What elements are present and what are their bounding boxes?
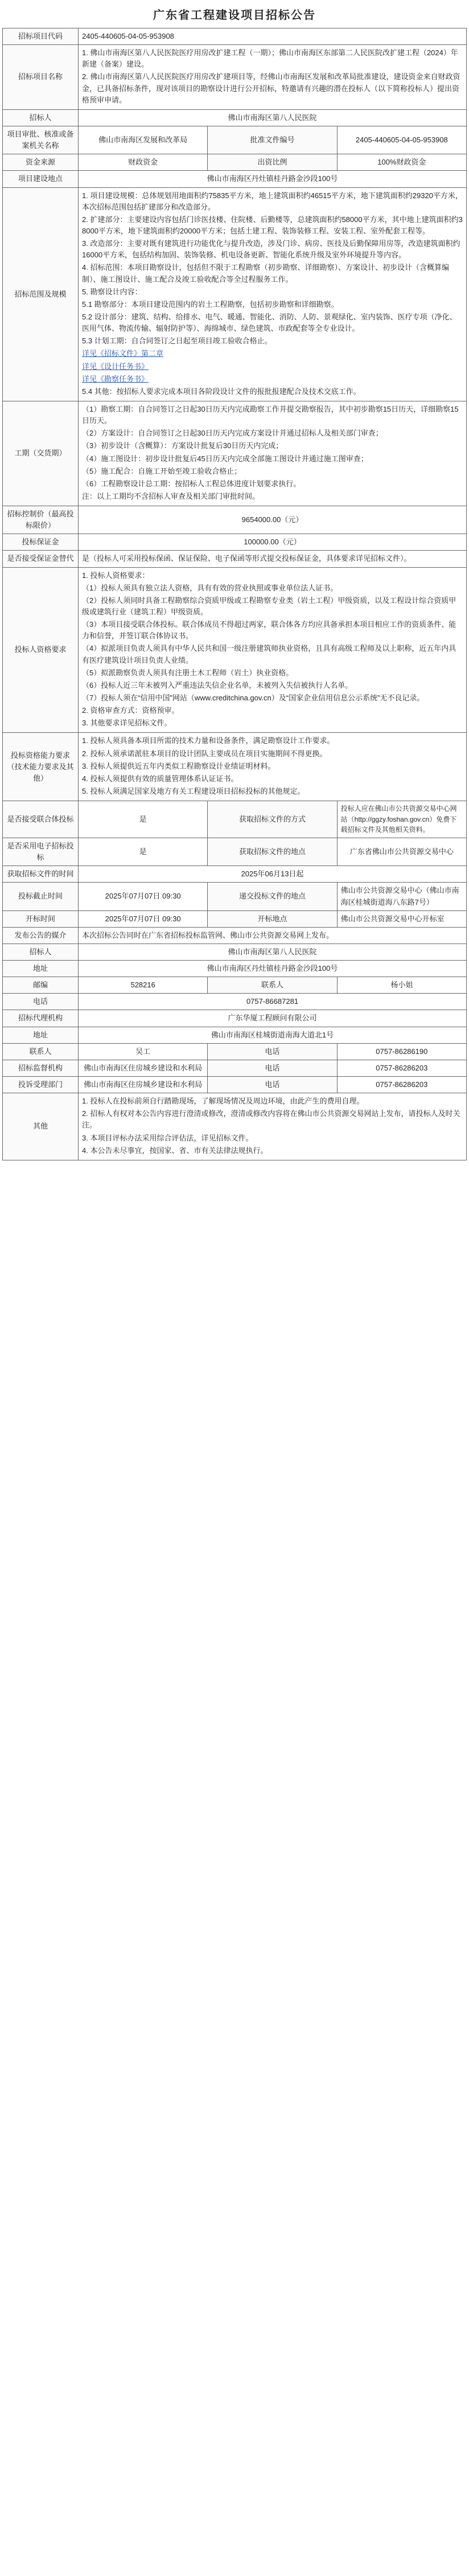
qual-p6: （5）拟派勘察负责人须具有注册土木工程师（岩土）执业资格。 xyxy=(82,668,294,677)
other-p5: 5. 投标人须满足国家及地方有关工程建设项目招标投标的其他规定。 xyxy=(82,787,305,796)
project-name-value xyxy=(79,45,467,110)
info-table xyxy=(2,28,467,1160)
schedule-p7: 注：以上工期均不含招标人审查及相关部门审批时间。 xyxy=(82,491,260,501)
media-value: 本次招标公告同时在广东省招标投标监管网、佛山市公共资源交易网上发布。 xyxy=(79,927,467,944)
other-p4: 4. 投标人须提供有效的质量管理体系认证证书。 xyxy=(82,774,238,783)
scope-label: 招标范围及规模 xyxy=(3,187,79,401)
submit-place-value: 佛山市公共资源交易中心（佛山市南海区桂城街道海八东路7号） xyxy=(337,883,466,910)
open-place-label: 开标地点 xyxy=(208,910,337,927)
complain-tel-value: 0757-86286203 xyxy=(337,1077,466,1093)
complain-name: 佛山市南海区住房城乡建设和水利局 xyxy=(79,1077,208,1093)
agent-tel-label: 电话 xyxy=(208,1043,337,1060)
approval-value: 佛山市南海区发展和改革局 xyxy=(79,126,208,154)
agent-addr-value: 佛山市南海区桂城街道南海大道北1号 xyxy=(79,1027,467,1043)
joint-value: 是 xyxy=(79,801,208,838)
contact-zip-label: 邮编 xyxy=(3,977,79,994)
ebid-value: 是 xyxy=(79,838,208,865)
project-name-text: 1. 佛山市南海区第八人民医院医疗用房改扩建工程（一期）；佛山市南海区东部第二人民医院改扩建工程（2024）年新建（备案）建设。 xyxy=(82,48,458,69)
qualification-label: 投标人资格要求 xyxy=(3,567,79,733)
contact-tel-label: 电话 xyxy=(3,994,79,1010)
other-req-value xyxy=(79,733,467,801)
funding-label: 资金来源 xyxy=(3,154,79,171)
qual-p5: （4）拟派项目负责人须具有中华人民共和国一级注册建筑师执业资格，且具有高级工程师及以上职称，近五年内具有医疗建筑设计项目负责人业绩。 xyxy=(82,644,456,664)
deposit-label: 投标保证金 xyxy=(3,534,79,551)
funding-value: 财政资金 xyxy=(79,154,208,171)
announcement xyxy=(2,0,467,1160)
scope-value xyxy=(79,187,467,401)
open-time-label: 开标时间 xyxy=(3,910,79,927)
qual-p3: （2）投标人须同时具备工程勘察综合资质甲级或工程勘察专业类（岩土工程）甲级资质，以及工程设计综合资质甲级或建筑行业（建筑工程）甲级资质。 xyxy=(82,596,456,617)
supervise-label: 招标监督机构 xyxy=(3,1060,79,1076)
other-notes-p3: 3. 本项目评标办法采用综合评估法，详见招标文件。 xyxy=(82,1133,253,1142)
project-code-label: 招标项目代码 xyxy=(3,28,79,45)
max-price-value: 9654000.00（元） xyxy=(79,506,467,534)
scope-p2: 2. 扩建部分：主要建设内容包括门诊医技楼、住院楼、后勤楼等，总建筑面积约58000平方米，其中地上建筑面积约38000平方米，地下建筑面积约20000平方米；包括土建工程、装饰装修工程、安装工程、室外配套工程等。 xyxy=(82,215,463,235)
project-code-value: 2405-440605-04-05-953908 xyxy=(79,28,467,45)
funding-ratio-label: 出资比例 xyxy=(208,154,337,171)
submit-time-label: 投标截止时间 xyxy=(3,883,79,910)
other-notes-value xyxy=(79,1093,467,1160)
qual-p1: 1. 投标人资格要求： xyxy=(82,571,150,580)
location-label: 项目建设地点 xyxy=(3,171,79,187)
deposit-method-value: 是（投标人可采用投标保函、保证保险、电子保函等形式提交投标保证金，具体要求详见招标文件）。 xyxy=(79,551,467,567)
getdoc-method-value: 投标人应在佛山市公共资源交易中心网站（http://ggzy.foshan.gov.cn）免费下载招标文件及其他相关资料。 xyxy=(337,801,466,838)
other-notes-label: 其他 xyxy=(3,1093,79,1160)
scope-p1: 1. 项目建设规模：总体规划用地面积约75835平方米，地上建筑面积约46515平方米，地下建筑面积约29320平方米，本次招标范围包括扩建部分和改造部分。 xyxy=(82,191,463,211)
contact-tel-value: 0757-86687281 xyxy=(79,994,467,1010)
complain-label: 投诉受理部门 xyxy=(3,1077,79,1093)
scope-link-2[interactable]: 详见《设计任务书》 xyxy=(82,362,149,371)
schedule-p2: （2）方案设计：自合同签订之日起30日历天内完成方案设计并通过招标人及相关部门审查； xyxy=(82,429,383,438)
other-p3: 3. 投标人须提供近五年内类似工程勘察设计业绩证明材料。 xyxy=(82,761,275,770)
approval-label: 项目审批、核准或备案机关名称 xyxy=(3,126,79,154)
approval-doc-label: 批准文件编号 xyxy=(208,126,337,154)
open-place-value: 佛山市公共资源交易中心开标室 xyxy=(337,910,466,927)
submit-time-value: 2025年07月07日 09:30 xyxy=(79,883,208,910)
joint-label: 是否接受联合体投标 xyxy=(3,801,79,838)
getdoc-place-label: 获取招标文件的地点 xyxy=(208,838,337,865)
other-notes-p2: 2. 招标人有权对本公告内容进行澄清或修改，澄清或修改内容将在佛山市公共资源交易网站上发布，请投标人及时关注。 xyxy=(82,1109,460,1130)
contact-zip-value: 528216 xyxy=(79,977,208,994)
contact-addr-value: 佛山市南海区丹灶镇桂丹路金沙段100号 xyxy=(79,961,467,977)
agent-addr-label: 地址 xyxy=(3,1027,79,1043)
other-notes-p4: 4. 本公告未尽事宜，按国家、省、市有关法律法规执行。 xyxy=(82,1146,268,1155)
contact-tender-label: 招标人 xyxy=(3,944,79,960)
deposit-method-label: 是否接受保证金替代 xyxy=(3,551,79,567)
schedule-p1: （1）勘察工期：自合同签订之日起30日历天内完成勘察工作并提交勘察报告，其中初步勘察15日历天，详细勘察15日历天。 xyxy=(82,404,459,425)
getdoc-time-label: 获取招标文件的时间 xyxy=(3,866,79,883)
qual-p4: （3）本项目接受联合体投标。联合体成员不得超过两家，联合体各方均应具备承担本项目相应工作的资质条件、能力和信誉，并签订联合体协议书。 xyxy=(82,620,456,641)
supervise-tel-label: 电话 xyxy=(208,1060,337,1076)
scope-p7: 5.2 设计部分：建筑、结构、给排水、电气、暖通、智能化、消防、人防、景观绿化、室内装饰、医疗专项（净化、医用气体、物流传输、辐射防护等）、海绵城市、绿色建筑、市政配套等全专业设计。 xyxy=(82,312,457,333)
schedule-p5: （5）施工配合：自施工开始至竣工验收合格止； xyxy=(82,466,242,475)
max-price-label: 招标控制价（最高投标限价） xyxy=(3,506,79,534)
other-notes-p1: 1. 投标人在投标前须自行踏勘现场，了解现场情况及周边环境，由此产生的费用自理。 xyxy=(82,1097,364,1106)
schedule-p6: （6）工程勘察设计总工期：按招标人工程总体进度计划要求执行。 xyxy=(82,479,301,488)
other-req-label: 投标资格能力要求（技术能力要求及其他） xyxy=(3,733,79,801)
project-name-label: 招标项目名称 xyxy=(3,45,79,110)
supervise-tel-value: 0757-86286203 xyxy=(337,1060,466,1076)
qual-p9: 2. 资格审查方式：资格预审。 xyxy=(82,706,179,715)
other-p1: 1. 投标人须具备本项目所需的技术力量和设备条件，满足勘察设计工作要求。 xyxy=(82,736,335,745)
scope-p3: 3. 改造部分：主要对既有建筑进行功能优化与提升改造，涉及门诊、病房、医技及后勤保障用房等，改造建筑面积约16000平方米，包括结构加固、装饰装修、机电设备更新、智能化系统升级及室外环境提升等内容。 xyxy=(82,239,460,260)
agent-label: 招标代理机构 xyxy=(3,1010,79,1027)
complain-tel-label: 电话 xyxy=(208,1077,337,1093)
supervise-name: 佛山市南海区住房城乡建设和水利局 xyxy=(79,1060,208,1076)
agent-contact-value: 吴工 xyxy=(79,1043,208,1060)
scope-p6: 5.1 勘察部分：本项目建设范围内的岩土工程勘察，包括初步勘察和详细勘察。 xyxy=(82,300,339,309)
deposit-value: 100000.00（元） xyxy=(79,534,467,551)
open-time-value: 2025年07月07日 09:30 xyxy=(79,910,208,927)
scope-p9: 5.4 其他：按招标人要求完成本项目各阶段设计文件的报批报建配合及技术交底工作。 xyxy=(82,387,361,396)
page-title: 广东省工程建设项目招标公告 xyxy=(153,9,316,22)
getdoc-place-value: 广东省佛山市公共资源交易中心 xyxy=(337,838,466,865)
scope-p4: 4. 招标范围：本项目勘察设计，包括但不限于工程勘察（初步勘察、详细勘察）、方案设计、初步设计（含概算编制）、施工图设计、施工配合及竣工验收配合等全过程服务工作。 xyxy=(82,263,449,284)
scope-link-3[interactable]: 详见《勘察任务书》 xyxy=(82,374,149,383)
qual-p8: （7）投标人须在“信用中国”网站（www.creditchina.gov.cn）及“国家企业信用信息公示系统”无不良记录。 xyxy=(82,694,425,703)
project-overview-text: 2. 佛山市南海区第八人民医院医疗用房改扩建项目等，经佛山市南海区发展和改革局批准建设，建设资金来自财政资金，已具备招标条件，现对该项目的勘察设计进行公开招标，特邀请有兴趣的潜在投标人（以下简称投标人）提出资格预审申请。 xyxy=(82,72,460,104)
scope-p5: 5. 勘察设计内容： xyxy=(82,287,142,296)
qual-p7: （6）投标人近三年未被列入严重违法失信企业名单，未被列入失信被执行人名单。 xyxy=(82,680,353,690)
schedule-value xyxy=(79,401,467,506)
submit-place-label: 递交投标文件的地点 xyxy=(208,883,337,910)
schedule-p4: （4）施工图设计：初步设计批复后45日历天内完成全部施工图设计并通过施工图审查； xyxy=(82,454,368,463)
qualification-value xyxy=(79,567,467,733)
contact-addr-label: 地址 xyxy=(3,961,79,977)
contact-person-value: 杨小姐 xyxy=(337,977,466,994)
location-value: 佛山市南海区丹灶镇桂丹路金沙段100号 xyxy=(79,171,467,187)
tender-label: 招标人 xyxy=(3,109,79,126)
contact-tender-name: 佛山市南海区第八人民医院 xyxy=(79,944,467,960)
getdoc-time-value: 2025年06月13日起 xyxy=(79,866,467,883)
scope-link-1[interactable]: 详见《招标文件》第二章 xyxy=(82,349,164,358)
schedule-p3: （3）初步设计（含概算）：方案设计批复后30日历天内完成； xyxy=(82,441,283,450)
getdoc-method-label: 获取招标文件的方式 xyxy=(208,801,337,838)
qual-p2: （1）投标人须具有独立法人资格，具有有效的营业执照或事业单位法人证书。 xyxy=(82,583,338,592)
scope-p8: 5.3 计划工期：自合同签订之日起至项目竣工验收合格止。 xyxy=(82,337,272,346)
tender-value: 佛山市南海区第八人民医院 xyxy=(79,109,467,126)
qual-p10: 3. 其他要求详见招标文件。 xyxy=(82,719,172,728)
ebid-label: 是否采用电子招标投标 xyxy=(3,838,79,865)
schedule-label: 工期（交货期） xyxy=(3,401,79,506)
media-label: 发布公告的媒介 xyxy=(3,927,79,944)
approval-doc-value: 2405-440605-04-05-953908 xyxy=(337,126,466,154)
agent-name: 广东华厦工程顾问有限公司 xyxy=(79,1010,467,1027)
agent-contact-label: 联系人 xyxy=(3,1043,79,1060)
funding-ratio-value: 100%财政资金 xyxy=(337,154,466,171)
contact-person-label: 联系人 xyxy=(208,977,337,994)
other-p2: 2. 投标人须承诺派驻本项目的设计团队主要成员在项目实施期间不得更换。 xyxy=(82,749,327,758)
agent-tel-value: 0757-86286190 xyxy=(337,1043,466,1060)
